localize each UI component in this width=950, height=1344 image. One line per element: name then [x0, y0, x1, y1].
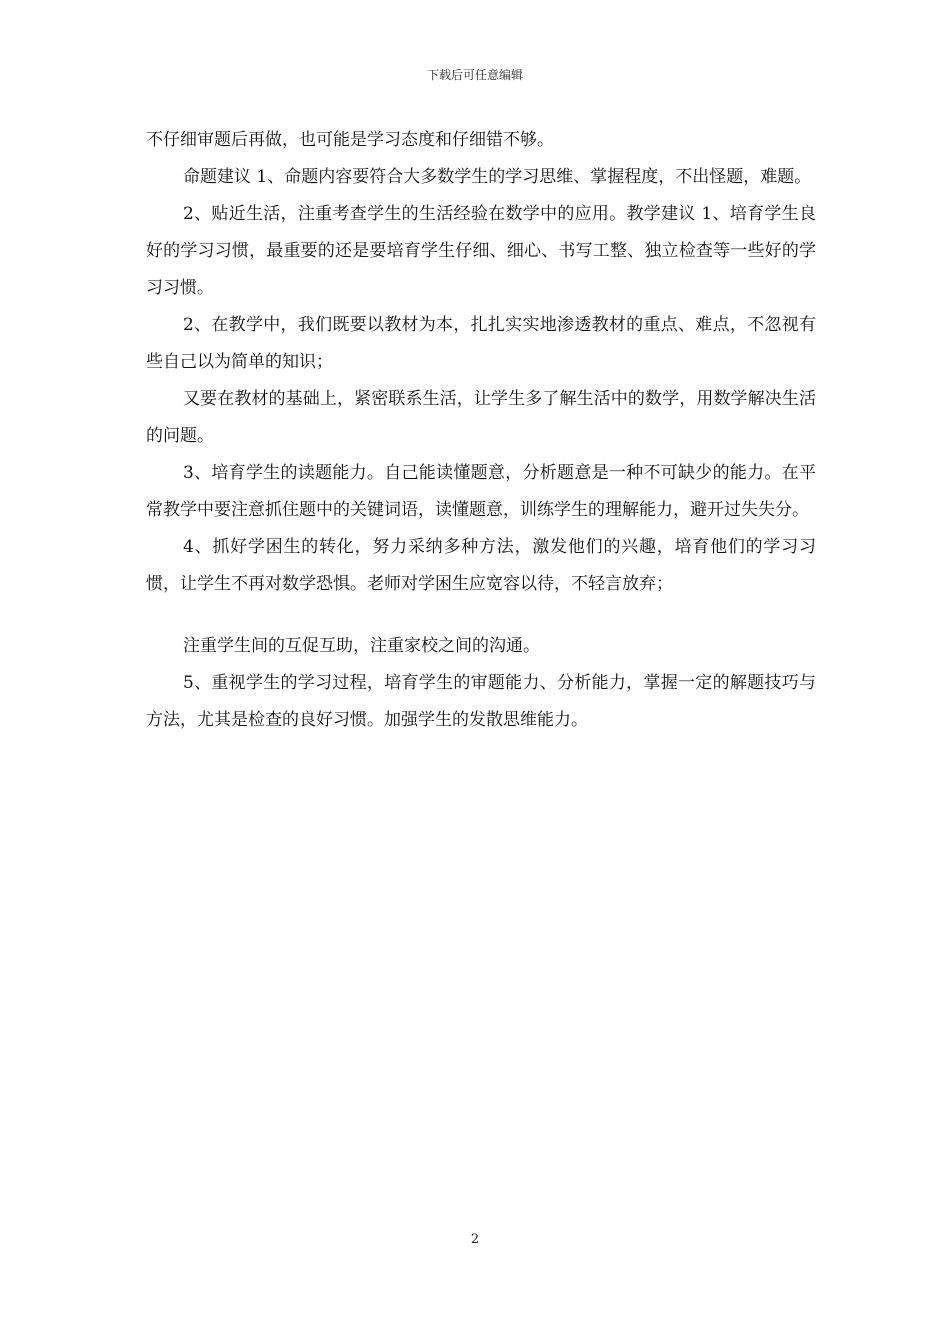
paragraph-5: 又要在教材的基础上，紧密联系生活，让学生多了解生活中的数学，用数学解决生活的问题。 [146, 389, 816, 446]
paragraph-2: 命题建议 1、命题内容要符合大多数学生的学习思维、掌握程度，不出怪题，难题。 [183, 167, 812, 187]
page-header: 下载后可任意编辑 [426, 68, 523, 82]
paragraph-1: 不仔细审题后再做，也可能是学习态度和仔细错不够。 [146, 130, 554, 150]
paragraph-9: 5、重视学生的学习过程，培育学生的审题能力、分析能力，掌握一定的解题技巧与方法，尤其是检查的良好习惯。加强学生的发散思维能力。 [146, 673, 816, 730]
paragraph-7: 4、抓好学困生的转化，努力采纳多种方法，激发他们的兴趣，培育他们的学习习惯，让学生不再对数学恐惧。老师对学困生应宽容以待，不轻言放弃； [146, 537, 816, 594]
paragraph-8: 注重学生间的互促互助，注重家校之间的沟通。 [183, 636, 540, 656]
page-number: 2 [470, 1232, 480, 1247]
paragraph-4: 2、在教学中，我们既要以教材为本，扎扎实实地渗透教材的重点、难点，不忽视有些自己以为简单的知识； [146, 315, 816, 372]
paragraph-3: 2、贴近生活，注重考查学生的生活经验在数学中的应用。教学建议 1、培育学生良好的学习习惯，最重要的还是要培育学生仔细、细心、书写工整、独立检查等一些好的学习习惯。 [146, 204, 816, 298]
paragraph-6: 3、培育学生的读题能力。自己能读懂题意，分析题意是一种不可缺少的能力。在平常教学中要注意抓住题中的关键词语，读懂题意，训练学生的理解能力，避开过失失分。 [146, 463, 816, 520]
document-body [146, 122, 816, 739]
